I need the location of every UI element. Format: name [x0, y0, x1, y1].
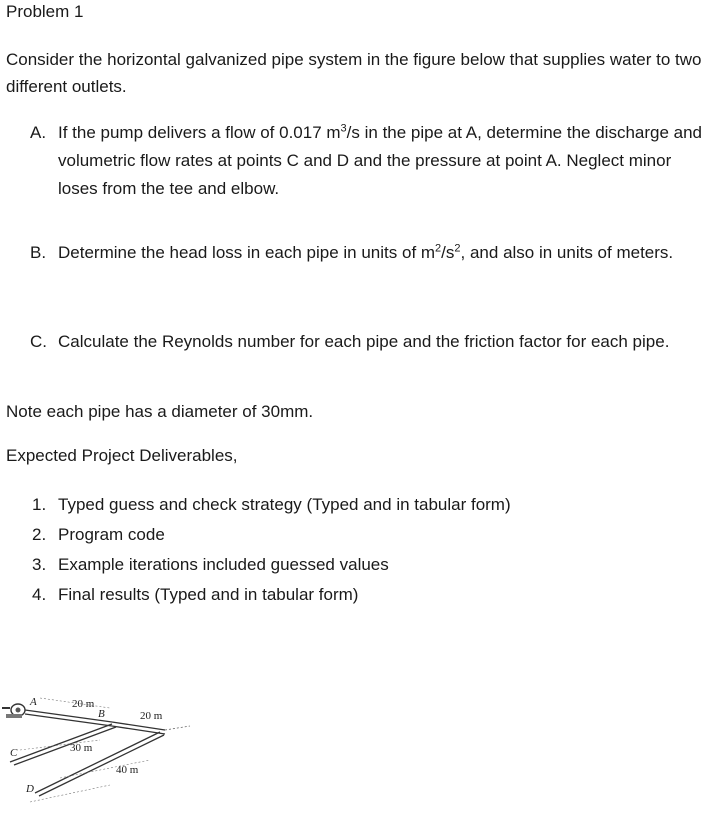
deliverables-heading: Expected Project Deliverables, — [6, 446, 238, 465]
question-b — [30, 239, 710, 267]
problem-title: Problem 1 — [6, 2, 84, 21]
question-b-text: Determine the head loss in each pipe in units of $m^2/s^2$, and also in units of meters. — [58, 242, 674, 262]
dimension-label-bc: 30 m — [70, 742, 93, 754]
question-a-marker: A. — [30, 123, 47, 142]
point-label-d: D — [26, 783, 34, 795]
question-c-marker: C. — [30, 332, 47, 351]
deliverable-item: 1. Typed guess and check strategy (Typed and in tabular form) — [32, 495, 511, 514]
pipe-diameter-note: Note each pipe has a diameter of 30mm. — [6, 402, 314, 421]
dimension-label-ab: 20 m — [72, 698, 95, 710]
problem-intro: Consider the horizontal galvanized pipe system in the figure below that supplies water to two different outlets. — [6, 50, 702, 96]
deliverable-item: 2. Program code — [32, 525, 165, 544]
deliverable-item: 4. Final results (Typed and in tabular form) — [32, 585, 359, 604]
deliverables-list — [32, 490, 511, 610]
pipe-to-d — [35, 732, 164, 796]
point-label-a: A — [30, 696, 37, 708]
pipe-system-figure — [0, 690, 205, 810]
exponent: 2 — [454, 242, 461, 255]
deliverable-item: 3. Example iterations included guessed values — [32, 555, 389, 574]
point-label-b: B — [98, 708, 105, 720]
pipe-system-diagram — [0, 690, 205, 810]
exponent: 3 — [340, 122, 347, 135]
pipe-to-c — [10, 724, 116, 765]
exponent: 2 — [435, 242, 442, 255]
pipe-b-right — [112, 722, 190, 734]
dimension-label-b-right: 20 m — [140, 710, 163, 722]
question-c — [30, 328, 710, 356]
question-a — [30, 119, 710, 203]
dimension-label-d: 40 m — [116, 764, 139, 776]
question-b-marker: B. — [30, 243, 47, 262]
point-label-c: C — [10, 747, 18, 759]
question-a-text: If the pump delivers a flow of 0.017 $m^3/s$ in the pipe at A, determine the discharge and volumetric flow rates at points C and D and the pressure at point A. Neglect minor loses from the tee and elbow. — [58, 122, 703, 198]
pump-icon — [2, 704, 25, 718]
question-c-text: Calculate the Reynolds number for each pipe and the friction factor for each pipe. — [58, 332, 670, 351]
